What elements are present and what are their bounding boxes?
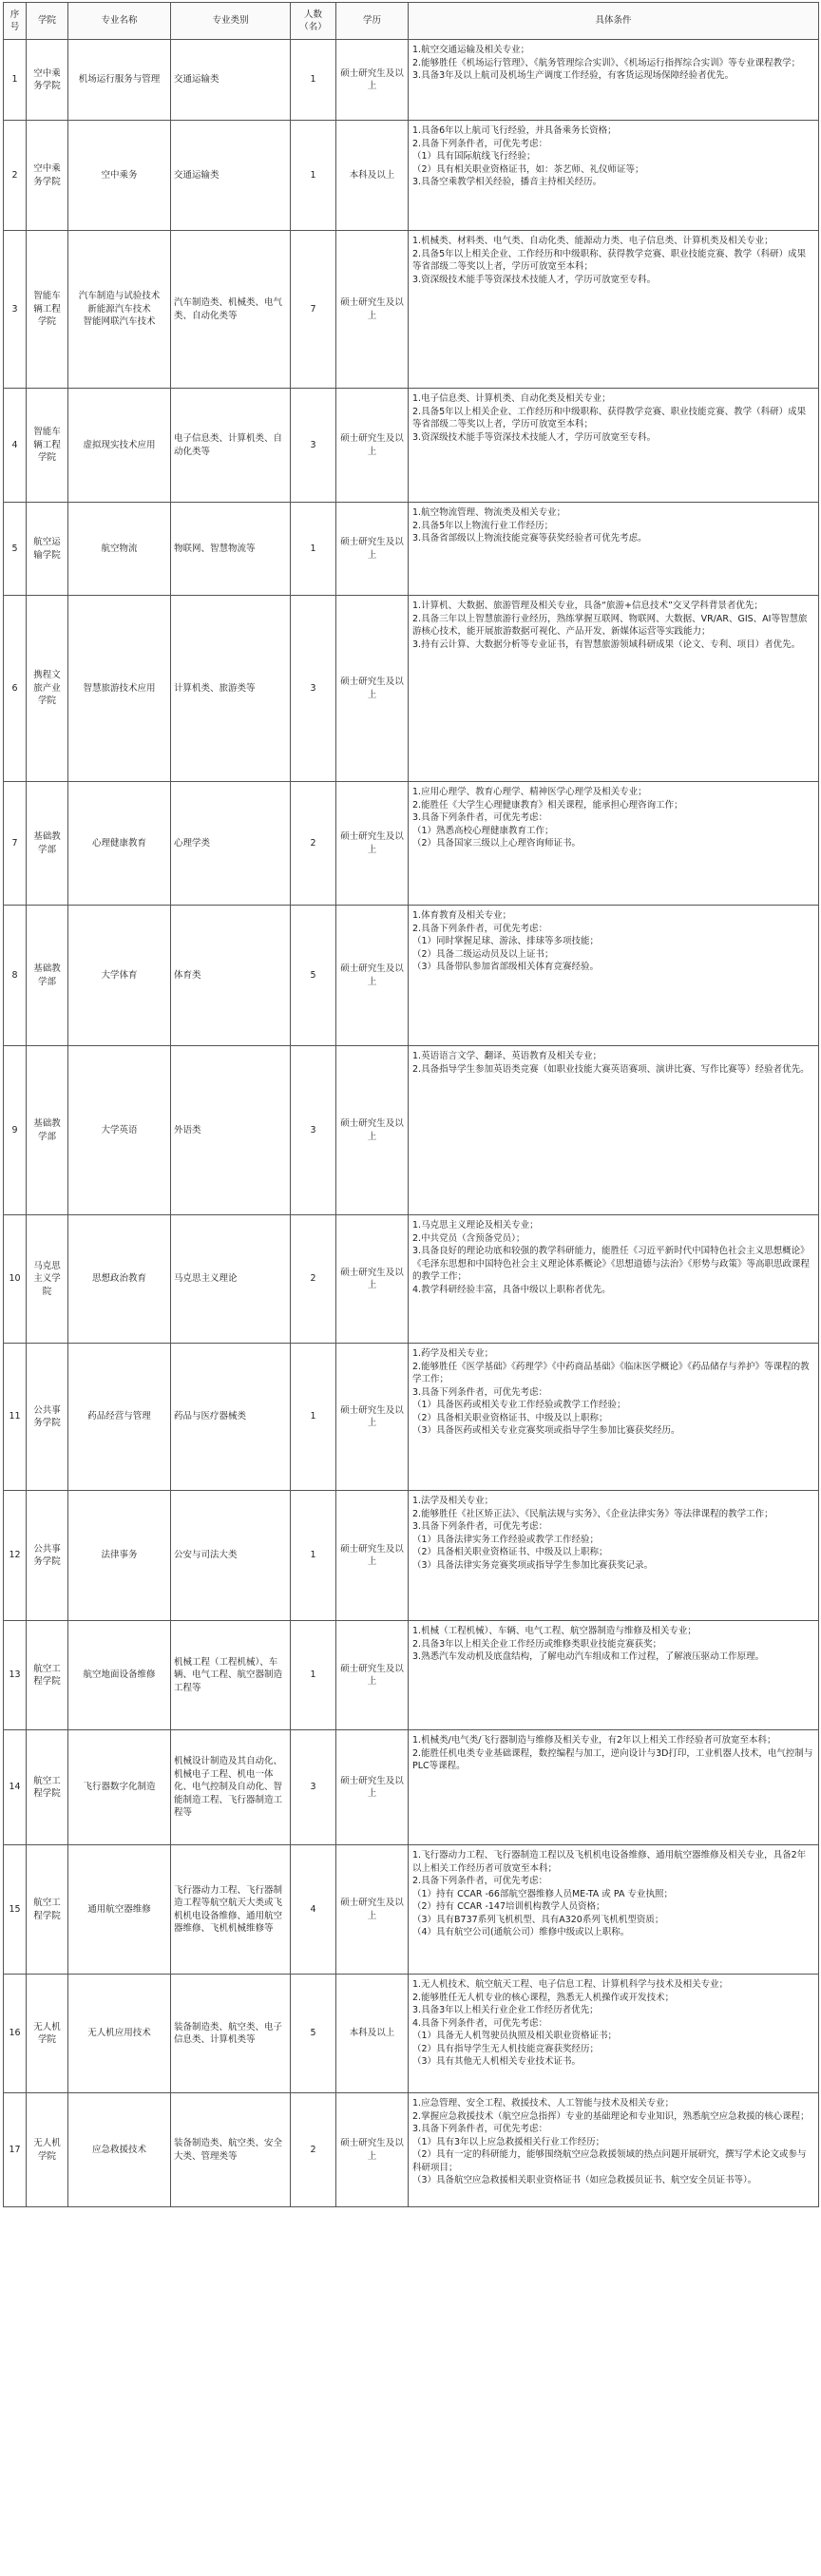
requirement-line: 1.机械（工程机械）、车辆、电气工程、航空器制造与维修及相关专业；	[412, 1626, 697, 1636]
recruitment-table-page	[0, 2, 821, 2576]
row-count: 1	[291, 40, 336, 121]
table-row	[4, 1344, 819, 1491]
row-college: 航空运输学院	[27, 503, 68, 596]
row-requirements	[409, 2093, 819, 2207]
table-row	[4, 596, 819, 782]
row-major: 空中乘务	[68, 121, 171, 231]
row-college: 智能车辆工程学院	[27, 389, 68, 503]
row-count: 2	[291, 1215, 336, 1344]
row-count: 3	[291, 596, 336, 782]
row-requirements	[409, 782, 819, 906]
row-education: 硕士研究生及以上	[336, 1491, 409, 1621]
row-category: 汽车制造类、机械类、电气类、自动化类等	[171, 231, 291, 389]
requirement-line: 3.具备空乘教学相关经验，播音主持相关经历。	[412, 177, 602, 187]
requirement-line: （2）具备国家三级以上心理咨询师证书。	[412, 838, 582, 849]
header-category: 专业类别	[171, 3, 291, 40]
requirement-line: （3）具备法律实务竞赛奖项或指导学生参加比赛获奖记录。	[412, 1559, 654, 1571]
requirement-line: 3.具备下列条件者，可优先考虑：	[412, 1386, 548, 1398]
row-count: 2	[291, 782, 336, 906]
row-count: 3	[291, 389, 336, 503]
row-category: 交通运输类	[171, 40, 291, 121]
row-seq: 3	[4, 231, 27, 389]
row-category: 计算机类、旅游类等	[171, 596, 291, 782]
row-major: 飞行器数字化制造	[68, 1730, 171, 1845]
row-category: 外语类	[171, 1046, 291, 1215]
requirement-line: 2.具备3年以上相关企业工作经历或维修类职业技能竞赛获奖；	[412, 1638, 662, 1650]
requirement-line: 1.药学及相关专业；	[412, 1348, 494, 1359]
row-seq: 9	[4, 1046, 27, 1215]
row-college: 智能车辆工程学院	[27, 231, 68, 389]
requirement-line: 1.英语语言文学、翻译、英语教育及相关专业；	[412, 1051, 602, 1061]
requirement-line: 3.具备3年以上相关行业企业工作经历者优先；	[412, 2005, 599, 2015]
table-row	[4, 1621, 819, 1730]
requirement-line: 2.具备5年以上物流行业工作经历；	[412, 520, 554, 531]
row-count: 1	[291, 1491, 336, 1621]
row-count: 5	[291, 1975, 336, 2093]
row-education: 硕士研究生及以上	[336, 389, 409, 503]
row-college: 航空工程学院	[27, 1621, 68, 1730]
requirement-line: 2.具备5年以上相关企业、工作经历和中级职称、获得教学竞赛、职业技能竞赛、教学（科研）成果等省部级二等奖以上者，学历可放宽至本科；	[412, 406, 807, 429]
header-seq: 序号	[4, 3, 27, 40]
requirement-line: （2）具有相关职业资格证书，如：茶艺师、礼仪师证等；	[412, 163, 644, 175]
row-college: 公共事务学院	[27, 1491, 68, 1621]
table-row	[4, 1845, 819, 1975]
requirement-line: （3）具有B737系列飞机机型、具有A320系列飞机机型资质；	[412, 1914, 664, 1925]
requirement-line: （1）同时掌握足球、游泳、排球等多项技能；	[412, 936, 600, 946]
table-row	[4, 1975, 819, 2093]
row-count: 1	[291, 121, 336, 231]
requirement-line: 2.中共党员（含预备党员）；	[412, 1232, 525, 1244]
row-education: 硕士研究生及以上	[336, 1845, 409, 1975]
requirement-line: 3.资深级技术能手等资深技术技能人才，学历可放宽至专科。	[412, 431, 657, 443]
requirement-line: （1）持有 CCAR -66部航空器维修人员ME-TA 或 PA 专业执照；	[412, 1888, 673, 1899]
table-row	[4, 782, 819, 906]
row-requirements	[409, 1344, 819, 1491]
row-seq: 1	[4, 40, 27, 121]
row-seq: 6	[4, 596, 27, 782]
row-category: 交通运输类	[171, 121, 291, 231]
requirement-line: 2.具备指导学生参加英语类竞赛（如职业技能大赛英语赛项、演讲比赛、写作比赛等）经验者优先。	[412, 1063, 810, 1075]
row-seq: 12	[4, 1491, 27, 1621]
row-major: 虚拟现实技术应用	[68, 389, 171, 503]
row-college: 无人机学院	[27, 2093, 68, 2207]
row-requirements	[409, 1730, 819, 1845]
row-college: 马克思主义学院	[27, 1215, 68, 1344]
requirement-line: 2.能够胜任《医学基础》《药理学》《中药商品基础》《临床医学概论》《药品储存与养护》等课程的教学工作；	[412, 1361, 810, 1384]
table-body	[4, 40, 819, 2207]
requirement-line: 1.机械类、材料类、电气类、自动化类、能源动力类、电子信息类、计算机类及相关专业；	[412, 236, 773, 246]
table-row	[4, 1491, 819, 1621]
row-major: 药品经营与管理	[68, 1344, 171, 1491]
row-category: 药品与医疗器械类	[171, 1344, 291, 1491]
requirement-line: 1.法学及相关专业；	[412, 1496, 494, 1506]
table-row	[4, 1730, 819, 1845]
requirement-line: 1.无人机技术、航空航天工程、电子信息工程、计算机科学与技术及相关专业；	[412, 1979, 729, 1990]
requirement-line: （1）熟悉高校心理健康教育工作；	[412, 825, 554, 836]
requirement-line: 1.马克思主义理论及相关专业；	[412, 1220, 539, 1231]
requirement-line: （2）具备二级运动员及以上证书；	[412, 948, 554, 960]
row-college: 航空工程学院	[27, 1730, 68, 1845]
requirement-line: 4.具备下列条件者，可优先考虑：	[412, 2017, 548, 2029]
row-requirements	[409, 1215, 819, 1344]
requirement-line: （4）具有航空公司(通航公司）维修中级或以上职称。	[412, 1927, 630, 1937]
row-count: 3	[291, 1046, 336, 1215]
row-count: 1	[291, 1621, 336, 1730]
requirement-line: （2）持有 CCAR -147培训机构教学人员资格；	[412, 1901, 605, 1912]
requirement-line: 2.能胜任机电类专业基础课程，数控编程与加工，逆向设计与3D打印，工业机器人技术，电气控制与PLC等课程。	[412, 1747, 813, 1771]
row-category: 装备制造类、航空类、电子信息类、计算机类等	[171, 1975, 291, 2093]
row-seq: 7	[4, 782, 27, 906]
row-education: 硕士研究生及以上	[336, 1621, 409, 1730]
requirement-line: 4.教学科研经验丰富，具备中级以上职称者优先。	[412, 1284, 611, 1295]
row-requirements	[409, 1845, 819, 1975]
requirement-line: 1.航空物流管理、物流类及相关专业；	[412, 507, 566, 518]
requirement-line: 1.应急管理、安全工程、救援技术、人工智能与技术及相关专业；	[412, 2098, 675, 2109]
requirement-line: （2）具备相关职业资格证书、中级及以上职称；	[412, 1412, 608, 1423]
requirement-line: 1.体育教育及相关专业；	[412, 910, 512, 921]
requirement-line: 3.具备省部级以上物流技能竞赛等获奖经验者可优先考虑。	[412, 533, 647, 544]
table-row	[4, 1215, 819, 1344]
header-major: 专业名称	[68, 3, 171, 40]
requirement-line: 2.具备下列条件者，可优先考虑：	[412, 923, 548, 934]
header-requirements: 具体条件	[409, 3, 819, 40]
row-education: 硕士研究生及以上	[336, 596, 409, 782]
requirement-line: 3.资深级技术能手等资深技术技能人才，学历可放宽至专科。	[412, 274, 657, 285]
row-category: 装备制造类、航空类、安全大类、管理类等	[171, 2093, 291, 2207]
row-seq: 15	[4, 1845, 27, 1975]
row-education: 硕士研究生及以上	[336, 906, 409, 1046]
row-requirements	[409, 1621, 819, 1730]
row-education: 本科及以上	[336, 121, 409, 231]
row-college: 空中乘务学院	[27, 40, 68, 121]
row-education: 硕士研究生及以上	[336, 2093, 409, 2207]
row-major: 无人机应用技术	[68, 1975, 171, 2093]
row-major: 航空物流	[68, 503, 171, 596]
requirement-line: （3）具备带队参加省部级相关体育竞赛经验。	[412, 962, 600, 972]
row-college: 航空工程学院	[27, 1845, 68, 1975]
requirement-line: 2.能够胜任无人机专业的核心课程，熟悉无人机操作或开发技术；	[412, 1992, 675, 2003]
row-seq: 2	[4, 121, 27, 231]
row-requirements	[409, 40, 819, 121]
row-education: 硕士研究生及以上	[336, 40, 409, 121]
requirement-line: 1.具备6年以上航司飞行经验，并具备乘务长资格；	[412, 125, 617, 136]
table-row	[4, 121, 819, 231]
row-college: 基础教学部	[27, 782, 68, 906]
row-category: 电子信息类、计算机类、自动化类等	[171, 389, 291, 503]
table-row	[4, 389, 819, 503]
row-category: 心理学类	[171, 782, 291, 906]
row-count: 2	[291, 2093, 336, 2207]
row-education: 本科及以上	[336, 1975, 409, 2093]
row-requirements	[409, 1975, 819, 2093]
header-college: 学院	[27, 3, 68, 40]
row-major: 思想政治教育	[68, 1215, 171, 1344]
requirement-line: （3）具备医药或相关专业竞赛奖项或指导学生参加比赛获奖经历。	[412, 1425, 680, 1436]
row-college: 空中乘务学院	[27, 121, 68, 231]
table-row	[4, 2093, 819, 2207]
row-seq: 5	[4, 503, 27, 596]
row-seq: 13	[4, 1621, 27, 1730]
row-count: 1	[291, 503, 336, 596]
table-row	[4, 503, 819, 596]
row-count: 5	[291, 906, 336, 1046]
row-major: 航空地面设备维修	[68, 1621, 171, 1730]
row-education: 硕士研究生及以上	[336, 1730, 409, 1845]
requirement-line: （1）具备法律实务工作经验或教学工作经验；	[412, 1534, 600, 1545]
requirement-line: 1.机械类/电气类/飞行器制造与维修及相关专业，有2年以上相关工作经验者可放宽至本科；	[412, 1735, 776, 1746]
requirement-line: 2.能够胜任《机场运行管理》、《航务管理综合实训》、《机场运行指挥综合实训》等专业课程教学；	[412, 57, 801, 68]
requirement-line: 2.具备5年以上相关企业、工作经历和中级职称、获得教学竞赛、职业技能竞赛、教学（科研）成果等省部级二等奖以上者，学历可放宽至本科；	[412, 248, 807, 272]
header-education: 学历	[336, 3, 409, 40]
table-header-row	[4, 3, 819, 40]
requirement-line: （3）具备航空应急救援相关职业资格证书（如应急救援员证书、航空安全员证书等）。	[412, 2175, 757, 2185]
row-seq: 8	[4, 906, 27, 1046]
table-row	[4, 906, 819, 1046]
requirement-line: 2.具备下列条件者，可优先考虑：	[412, 1876, 548, 1886]
requirement-line: 3.熟悉汽车发动机及底盘结构，了解电动汽车组成和工作过程，了解液压驱动工作原理。	[412, 1651, 765, 1662]
row-major: 大学英语	[68, 1046, 171, 1215]
row-seq: 14	[4, 1730, 27, 1845]
row-major: 机场运行服务与管理	[68, 40, 171, 121]
row-education: 硕士研究生及以上	[336, 231, 409, 389]
row-college: 携程文旅产业学院	[27, 596, 68, 782]
header-count: 人数（名）	[291, 3, 336, 40]
row-requirements	[409, 596, 819, 782]
row-education: 硕士研究生及以上	[336, 1344, 409, 1491]
row-seq: 11	[4, 1344, 27, 1491]
row-college: 无人机学院	[27, 1975, 68, 2093]
requirement-line: 3.具备下列条件者，可优先考虑：	[412, 1521, 548, 1532]
row-category: 物联网、智慧物流等	[171, 503, 291, 596]
row-seq: 4	[4, 389, 27, 503]
row-college: 公共事务学院	[27, 1344, 68, 1491]
requirement-line: 1.航空交通运输及相关专业；	[412, 45, 530, 55]
row-education: 硕士研究生及以上	[336, 1046, 409, 1215]
table-row	[4, 1046, 819, 1215]
requirement-line: （1）具有国际航线飞行经验；	[412, 151, 536, 162]
row-category: 公安与司法大类	[171, 1491, 291, 1621]
requirement-line: 3.具备良好的理论功底和较强的教学科研能力，能胜任《习近平新时代中国特色社会主义思想概论》《毛泽东思想和中国特色社会主义理论体系概论》《思想道德与法治》《形势与政策》等高职思政课程的教学工作；	[412, 1246, 811, 1282]
row-requirements	[409, 1046, 819, 1215]
requirement-line: 1.计算机、大数据、旅游管理及相关专业，具备“旅游+信息技术”交叉学科背景者优先；	[412, 601, 763, 611]
row-major: 通用航空器维修	[68, 1845, 171, 1975]
row-category: 体育类	[171, 906, 291, 1046]
row-requirements	[409, 503, 819, 596]
row-category: 机械设计制造及其自动化、机械电子工程、机电一体化、电气控制及自动化、智能制造工程、飞行器制造工程等	[171, 1730, 291, 1845]
row-major: 智慧旅游技术应用	[68, 596, 171, 782]
requirement-line: 3.具备3年及以上航司及机场生产调度工作经验，有客货运现场保障经验者优先。	[412, 70, 735, 81]
row-requirements	[409, 906, 819, 1046]
row-seq: 17	[4, 2093, 27, 2207]
row-requirements	[409, 1491, 819, 1621]
requirement-line: 2.掌握应急救援技术（航空应急指挥）专业的基础理论和专业知识，熟悉航空应急救援的核心课程；	[412, 2110, 810, 2122]
table-row	[4, 40, 819, 121]
requirement-line: 3.具备下列条件者，可优先考虑：	[412, 812, 548, 823]
requirement-line: （1）具备医药或相关专业工作经验或教学工作经验；	[412, 1400, 626, 1410]
requirement-line: （1）具有3年以上应急救援相关行业工作经历；	[412, 2136, 605, 2147]
row-major: 汽车制造与试验技术 新能源汽车技术 智能网联汽车技术	[68, 231, 171, 389]
row-requirements	[409, 121, 819, 231]
requirement-line: 2.能够胜任《社区矫正法》、《民航法规与实务》、《企业法律实务》等法律课程的教学工作；	[412, 1508, 773, 1519]
row-count: 4	[291, 1845, 336, 1975]
row-major: 心理健康教育	[68, 782, 171, 906]
row-category: 机械工程（工程机械）、车辆、电气工程、航空器制造工程等	[171, 1621, 291, 1730]
row-college: 基础教学部	[27, 906, 68, 1046]
requirement-line: 2.能胜任《大学生心理健康教育》相关课程，能承担心理咨询工作；	[412, 799, 683, 811]
requirement-line: 3.持有云计算、大数据分析等专业证书，有智慧旅游领域科研成果（论文、专利、项目）者优先。	[412, 639, 801, 650]
row-requirements	[409, 389, 819, 503]
requirement-line: （2）具有一定的科研能力，能够围绕航空应急救援领域的热点问题开展研究，撰写学术论文或参与科研项目；	[412, 2149, 807, 2173]
row-category: 飞行器动力工程、飞行器制造工程等航空航天大类或飞机机电设备维修、通用航空器维修、飞机机械维修等	[171, 1845, 291, 1975]
row-college: 基础教学部	[27, 1046, 68, 1215]
requirement-line: 2.具备下列条件者，可优先考虑：	[412, 138, 548, 149]
requirement-line: 3.具备下列条件者，可优先考虑：	[412, 2124, 548, 2134]
row-major: 大学体育	[68, 906, 171, 1046]
requirement-line: 1.电子信息类、计算机类、自动化类及相关专业；	[412, 393, 611, 404]
recruitment-table	[3, 2, 819, 2207]
row-major: 应急救援技术	[68, 2093, 171, 2207]
requirement-line: 1.应用心理学、教育心理学、精神医学心理学及相关专业；	[412, 787, 647, 797]
requirement-line: 1.飞行器动力工程、飞行器制造工程以及飞机机电设备维修、通用航空器维修及相关专业，具备2年以上相关工作经历者可放宽至本科；	[412, 1850, 807, 1874]
row-category: 马克思主义理论	[171, 1215, 291, 1344]
requirement-line: 2.具备三年以上智慧旅游行业经历，熟练掌握互联网、物联网、大数据、VR/AR、GIS、AI等智慧旅游核心技术，能开展旅游数据可视化、产品开发、新媒体运营等实践能力；	[412, 613, 808, 637]
table-row	[4, 231, 819, 389]
requirement-line: （3）具有其他无人机相关专业技术证书。	[412, 2056, 582, 2067]
row-seq: 10	[4, 1215, 27, 1344]
row-seq: 16	[4, 1975, 27, 2093]
row-education: 硕士研究生及以上	[336, 1215, 409, 1344]
row-requirements	[409, 231, 819, 389]
row-count: 7	[291, 231, 336, 389]
requirement-line: （2）具备相关职业资格证书、中级及以上职称；	[412, 1547, 608, 1557]
row-education: 硕士研究生及以上	[336, 782, 409, 906]
row-major: 法律事务	[68, 1491, 171, 1621]
row-count: 3	[291, 1730, 336, 1845]
requirement-line: （1）具备无人机驾驶员执照及相关职业资格证书；	[412, 2031, 618, 2041]
row-education: 硕士研究生及以上	[336, 503, 409, 596]
requirement-line: （2）具有指导学生无人机技能竞赛获奖经历；	[412, 2043, 600, 2054]
row-count: 1	[291, 1344, 336, 1491]
